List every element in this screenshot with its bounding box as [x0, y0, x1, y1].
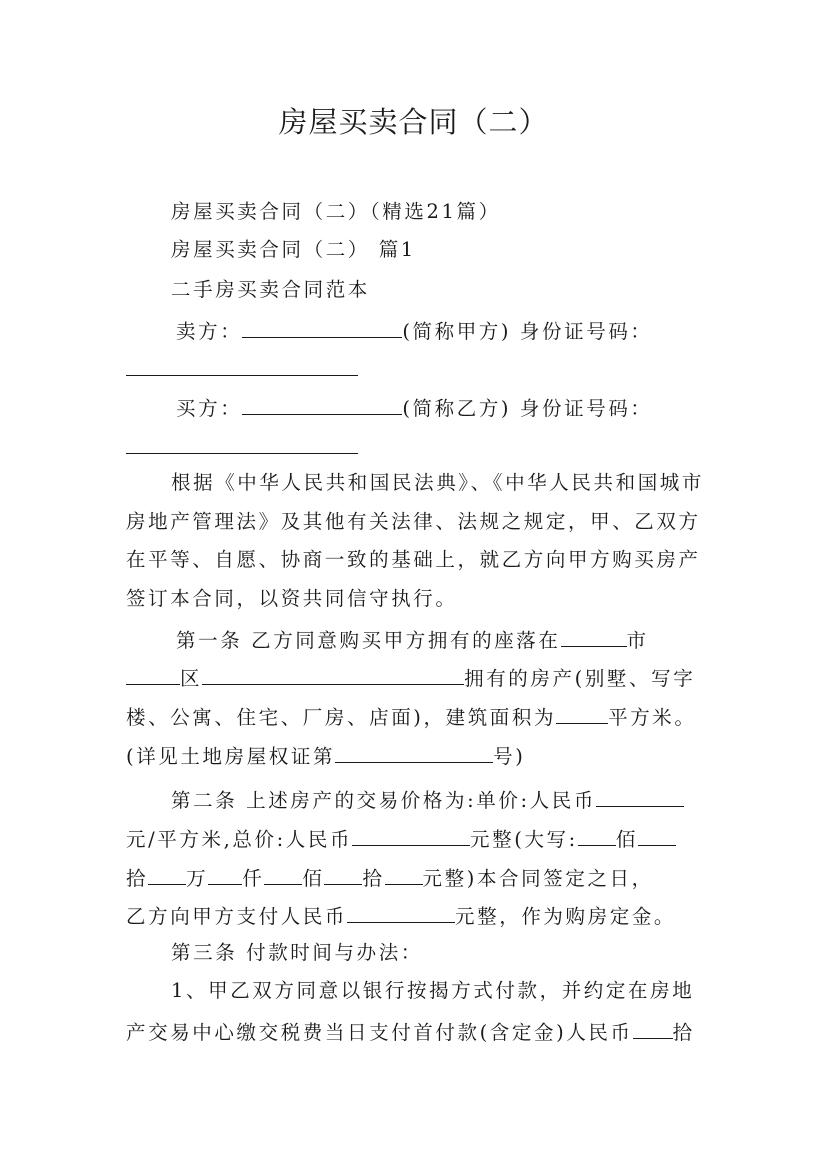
total-price-blank[interactable]	[352, 825, 470, 846]
article-2-line	[126, 825, 716, 852]
buyer-line	[176, 394, 716, 421]
deposit-suffix: 元整，作为购房定金。	[455, 905, 677, 928]
article-2-line	[126, 864, 716, 891]
area-blank[interactable]	[556, 703, 608, 724]
article-1-line	[126, 703, 716, 730]
certificate-suffix: 号)	[493, 745, 526, 768]
unit-label: 佰	[615, 828, 638, 851]
article-2-line	[126, 902, 716, 929]
certificate-text: (详见土地房屋权证第	[126, 745, 336, 768]
buyer-name-blank[interactable]	[242, 394, 402, 415]
address-blank[interactable]	[202, 664, 464, 685]
total-price-text: 元/平方米,总价:人民币	[126, 828, 353, 851]
contract-name: 二手房买卖合同范本	[171, 278, 370, 301]
article-1-text: 第一条 乙方同意购买甲方拥有的座落在	[176, 629, 561, 652]
unit-label: 拾	[126, 867, 149, 890]
seller-id-label: (简称甲方) 身份证号码：	[402, 320, 653, 343]
unit-label: 拾	[362, 867, 385, 890]
seller-id-blank[interactable]	[126, 355, 358, 376]
article-1-line	[126, 664, 716, 691]
paragraph-line: 签订本合同，以资共同信守执行。	[126, 587, 458, 610]
paragraph-line: 根据《中华人民共和国民法典》、《中华人民共和国城市	[171, 471, 705, 494]
seller-label: 卖方：	[176, 320, 243, 343]
deposit-text: 乙方向甲方支付人民币	[126, 905, 348, 928]
unit-label: 拾	[672, 1021, 695, 1044]
section-heading: 房屋买卖合同（二） 篇1	[171, 238, 416, 261]
unit-label: 仟	[242, 867, 265, 890]
district-blank[interactable]	[126, 664, 180, 685]
capital-blank[interactable]	[208, 864, 242, 885]
seller-line	[176, 317, 716, 344]
capital-blank[interactable]	[148, 864, 186, 885]
seller-name-blank[interactable]	[242, 317, 402, 338]
district-label: 区	[180, 667, 203, 690]
paragraph-line: 房地产管理法》及其他有关法律、法规之规定，甲、乙双方	[126, 510, 701, 533]
article-2-line	[171, 786, 716, 813]
article-3-line: 1、甲乙双方同意以银行按揭方式付款，并约定在房地	[171, 979, 695, 1002]
deposit-blank[interactable]	[347, 902, 455, 923]
unit-label: 佰	[302, 867, 325, 890]
property-type-text: 拥有的房产(别墅、写字	[464, 667, 696, 690]
capital-text: 元整(大写:	[470, 828, 578, 851]
down-payment-text: 产交易中心缴交税费当日支付首付款(含定金)人民币	[126, 1021, 633, 1044]
article-3-heading: 第三条 付款时间与办法：	[171, 941, 423, 964]
unit-label: 万	[186, 867, 209, 890]
capital-blank[interactable]	[264, 864, 302, 885]
seller-id-line	[126, 355, 716, 382]
capital-blank[interactable]	[638, 825, 676, 846]
down-payment-blank[interactable]	[633, 1018, 673, 1039]
signing-text: 元整)本合同签定之日，	[422, 867, 654, 890]
document-title: 房屋买卖合同（二）	[278, 105, 549, 139]
capital-blank[interactable]	[324, 864, 362, 885]
article-2-text: 第二条 上述房产的交易价格为:单价:人民币	[171, 789, 596, 812]
capital-blank[interactable]	[385, 864, 423, 885]
buyer-id-blank[interactable]	[126, 433, 358, 454]
unit-price-blank[interactable]	[596, 786, 684, 807]
buyer-id-line	[126, 433, 716, 460]
area-unit: 平方米。	[608, 706, 697, 729]
city-blank[interactable]	[561, 626, 627, 647]
city-label: 市	[626, 629, 649, 652]
article-3-line	[126, 1018, 716, 1045]
capital-blank[interactable]	[578, 825, 616, 846]
paragraph-line: 在平等、自愿、协商一致的基础上，就乙方向甲方购买房产	[126, 548, 701, 571]
article-1-line	[176, 626, 716, 653]
article-1-line	[126, 742, 716, 769]
buyer-id-label: (简称乙方) 身份证号码：	[402, 397, 653, 420]
area-text: 楼、公寓、住宅、厂房、店面)，建筑面积为	[126, 706, 557, 729]
buyer-label: 买方：	[176, 397, 243, 420]
subtitle-line: 房屋买卖合同（二）（精选21篇）	[171, 200, 501, 223]
certificate-blank[interactable]	[335, 742, 493, 763]
